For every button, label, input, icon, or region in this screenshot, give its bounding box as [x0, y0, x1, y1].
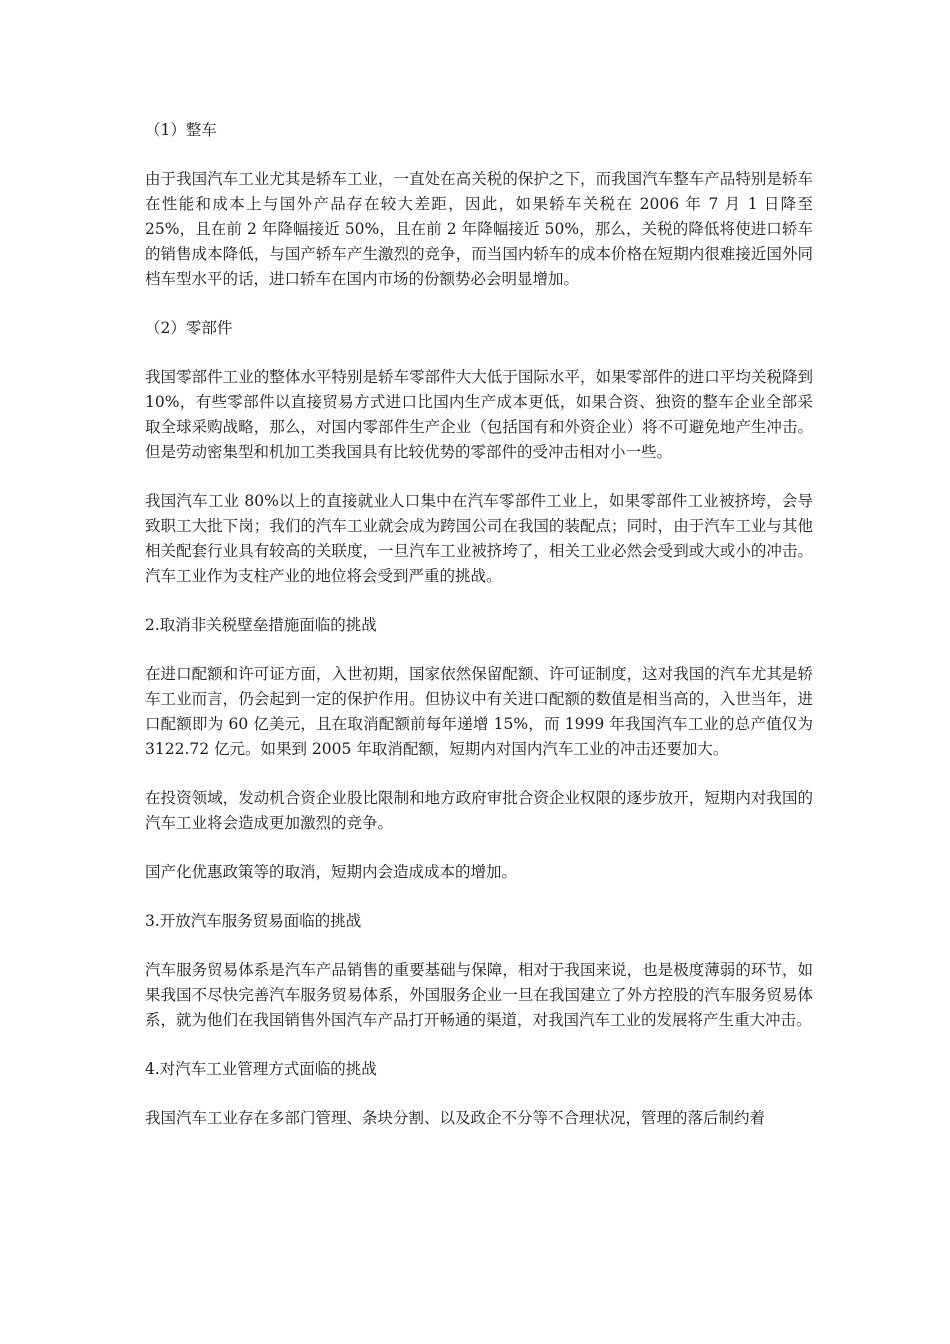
section-heading-parts: （2）零部件	[145, 319, 233, 337]
section-heading-non-tariff: 2.取消非关税壁垒措施面临的挑战	[145, 616, 377, 634]
section-heading-complete-vehicle: （1）整车	[145, 121, 217, 139]
paragraph-import-quota: 在进口配额和许可证方面，入世初期，国家依然保留配额、许可证制度，这对我国的汽车尤其是轿车工业而言，仍会起到一定的保护作用。但协议中有关进口配额的数值是相当高的，入世当年，进口配额即为 60 亿美元，且在取消配额前每年递增 15%，而 1999 年我国汽车工业的总产值仅为 3122.72 亿元。如果到 2005 年取消配额，短期内对国内汽车工业的冲击还要加大。	[145, 665, 813, 758]
paragraph-complete-vehicle: 由于我国汽车工业尤其是轿车工业，一直处在高关税的保护之下，而我国汽车整车产品特别是轿车在性能和成本上与国外产品存在较大差距，因此，如果轿车关税在 2006 年 7 月 1 日降至 25%，且在前 2 年降幅接近 50%，且在前 2 年降幅接近 50%，那么，关税的降低将使进口轿车的销售成本降低，与国产轿车产生激烈的竞争，而当国内轿车的成本价格在短期内很难接近国外同档车型水平的话，进口轿车在国内市场的份额势必会明显增加。	[145, 170, 813, 288]
section-heading-management: 4.对汽车工业管理方式面临的挑战	[145, 1060, 377, 1078]
paragraph-management: 我国汽车工业存在多部门管理、条块分割、以及政企不分等不合理状况，管理的落后制约着	[145, 1109, 766, 1127]
paragraph-investment: 在投资领域，发动机合资企业股比限制和地方政府审批合资企业权限的逐步放开，短期内对我国的汽车工业将会造成更加激烈的竞争。	[145, 789, 813, 832]
paragraph-parts-level: 我国零部件工业的整体水平特别是轿车零部件大大低于国际水平，如果零部件的进口平均关税降到 10%，有些零部件以直接贸易方式进口比国内生产成本更低，如果合资、独资的整车企业全部采取全球采购战略，那么，对国内零部件生产企业（包括国有和外资企业）将不可避免地产生冲击。但是劳动密集型和机加工类我国具有比较优势的零部件的受冲击相对小一些。	[145, 368, 813, 461]
paragraph-localization: 国产化优惠政策等的取消，短期内会造成成本的增加。	[145, 863, 518, 881]
paragraph-service-trade: 汽车服务贸易体系是汽车产品销售的重要基础与保障，相对于我国来说，也是极度薄弱的环节，如果我国不尽快完善汽车服务贸易体系，外国服务企业一旦在我国建立了外方控股的汽车服务贸易体系，就为他们在我国销售外国汽车产品打开畅通的渠道，对我国汽车工业的发展将产生重大冲击。	[145, 961, 813, 1029]
section-heading-service-trade: 3.开放汽车服务贸易面临的挑战	[145, 912, 362, 930]
document-page	[145, 118, 813, 1131]
paragraph-parts-employment: 我国汽车工业 80%以上的直接就业人口集中在汽车零部件工业上，如果零部件工业被挤垮，会导致职工大批下岗；我们的汽车工业就会成为跨国公司在我国的装配点；同时，由于汽车工业与其他相关配套行业具有较高的关联度，一旦汽车工业被挤垮了，相关工业必然会受到或大或小的冲击。汽车工业作为支柱产业的地位将会受到严重的挑战。	[145, 492, 813, 585]
